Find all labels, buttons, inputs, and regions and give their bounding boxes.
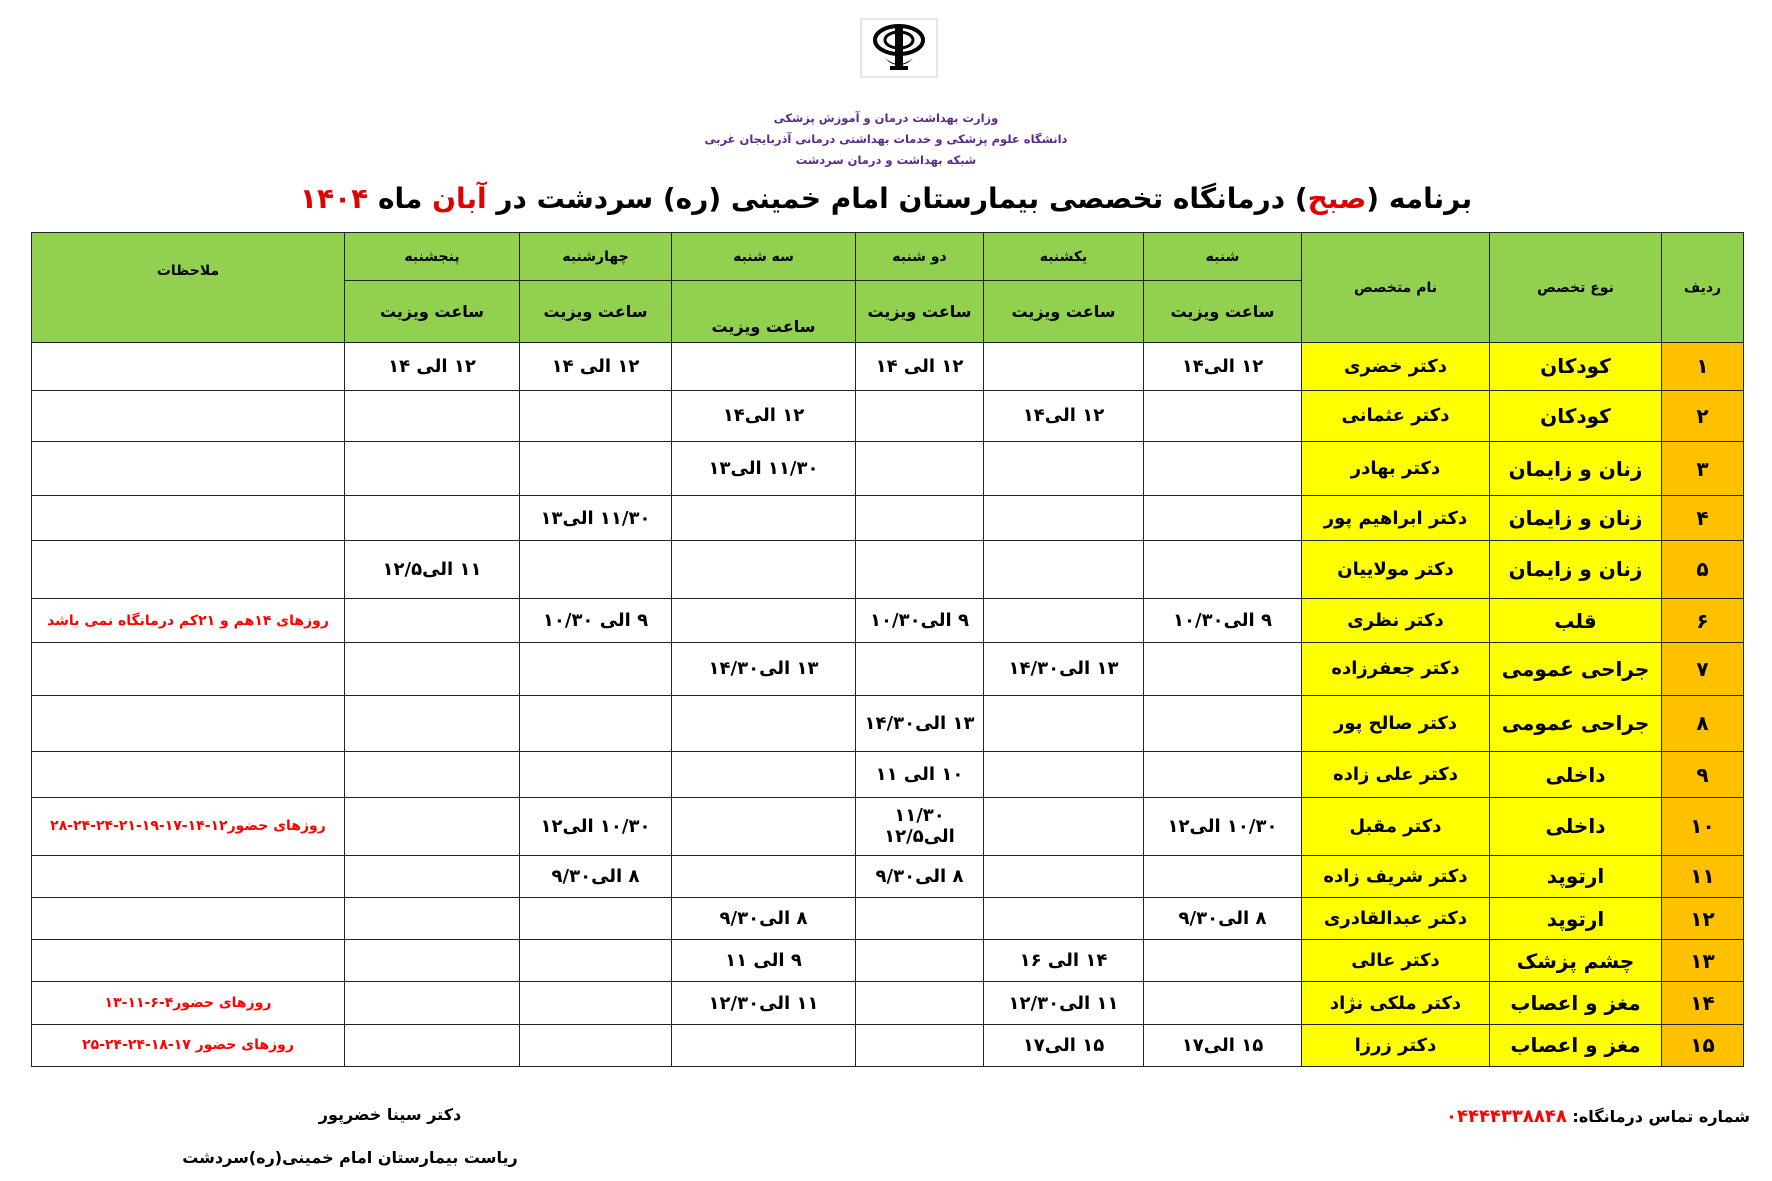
title-part-3: ماه	[368, 182, 433, 215]
specialty-cell: ارتوپد	[1490, 897, 1662, 939]
visit-time-sunday	[984, 897, 1144, 939]
table-row	[32, 643, 1744, 695]
doctor-name-cell: دکتر عبدالقادری	[1302, 897, 1490, 939]
visit-time-wednesday: ۸ الی۹/۳۰	[520, 855, 672, 897]
header-visit-time: ساعت ویزیت	[984, 281, 1144, 343]
table-row	[32, 343, 1744, 391]
table-row	[32, 897, 1744, 939]
visit-time-sunday	[984, 496, 1144, 540]
specialty-cell: داخلی	[1490, 797, 1662, 855]
visit-time-thursday	[345, 441, 520, 495]
header-visit-time: ساعت ویزیت	[1144, 281, 1302, 343]
title-month: آبان	[432, 182, 487, 215]
table-row	[32, 1024, 1744, 1066]
header-day-saturday: شنبه	[1144, 233, 1302, 281]
doctor-name-cell: دکتر علی زاده	[1302, 752, 1490, 798]
header-visit-time: ساعت ویزیت	[345, 281, 520, 343]
table-row	[32, 598, 1744, 642]
visit-time-saturday	[1144, 855, 1302, 897]
visit-time-monday	[856, 496, 984, 540]
visit-time-tuesday	[672, 752, 856, 798]
visit-time-thursday	[345, 1024, 520, 1066]
table-row	[32, 695, 1744, 752]
doctor-name-cell: دکتر مولاییان	[1302, 540, 1490, 598]
visit-time-saturday	[1144, 940, 1302, 982]
doctor-name-cell: دکتر شریف زاده	[1302, 855, 1490, 897]
title-shift-word: صبح	[1307, 182, 1367, 215]
notes-cell	[32, 343, 345, 391]
visit-time-saturday	[1144, 540, 1302, 598]
title-part-1: برنامه (	[1366, 182, 1473, 215]
visit-time-thursday	[345, 982, 520, 1024]
visit-time-tuesday	[672, 598, 856, 642]
visit-time-saturday: ۱۲ الی۱۴	[1144, 343, 1302, 391]
table-row	[32, 390, 1744, 441]
doctor-name-cell: دکتر زرزا	[1302, 1024, 1490, 1066]
phone-label: شماره تماس درمانگاه:	[1566, 1107, 1750, 1126]
header-day-wednesday: چهارشنبه	[520, 233, 672, 281]
header-day-sunday: یکشنبه	[984, 233, 1144, 281]
visit-time-saturday	[1144, 695, 1302, 752]
doctor-name-cell: دکتر جعفرزاده	[1302, 643, 1490, 695]
visit-time-monday	[856, 643, 984, 695]
doctor-name-cell: دکتر نظری	[1302, 598, 1490, 642]
header-visit-time: ساعت ویزیت	[672, 281, 856, 343]
visit-time-monday	[856, 390, 984, 441]
visit-time-sunday	[984, 752, 1144, 798]
visit-time-thursday	[345, 598, 520, 642]
header-doctor: نام متخصص	[1302, 233, 1490, 343]
visit-time-monday	[856, 1024, 984, 1066]
visit-time-tuesday	[672, 695, 856, 752]
specialty-cell: زنان و زایمان	[1490, 540, 1662, 598]
row-number: ۷	[1662, 643, 1744, 695]
specialty-cell: مغز و اعصاب	[1490, 982, 1662, 1024]
visit-time-saturday	[1144, 441, 1302, 495]
visit-time-wednesday: ۹ الی ۱۰/۳۰	[520, 598, 672, 642]
ministry-line-2: دانشگاه علوم پزشکی و خدمات بهداشتی درمانی آذربایجان غربی	[704, 132, 1068, 146]
row-number: ۸	[1662, 695, 1744, 752]
visit-time-monday: ۱۲ الی ۱۴	[856, 343, 984, 391]
visit-time-tuesday	[672, 1024, 856, 1066]
visit-time-wednesday	[520, 441, 672, 495]
doctor-name-cell: دکتر ملکی نژاد	[1302, 982, 1490, 1024]
visit-time-monday: ۱۰ الی ۱۱	[856, 752, 984, 798]
table-row	[32, 496, 1744, 540]
visit-time-sunday: ۱۳ الی۱۴/۳۰	[984, 643, 1144, 695]
phone-number: ۰۴۴۴۴۳۳۸۸۴۸	[1445, 1106, 1567, 1127]
visit-time-thursday	[345, 390, 520, 441]
visit-time-wednesday	[520, 695, 672, 752]
visit-time-monday: ۸ الی۹/۳۰	[856, 855, 984, 897]
visit-time-sunday: ۱۲ الی۱۴	[984, 390, 1144, 441]
visit-time-thursday: ۱۱ الی۱۲/۵	[345, 540, 520, 598]
visit-time-thursday	[345, 897, 520, 939]
row-number: ۴	[1662, 496, 1744, 540]
visit-time-thursday	[345, 496, 520, 540]
visit-time-tuesday: ۱۲ الی۱۴	[672, 390, 856, 441]
notes-cell	[32, 643, 345, 695]
visit-time-saturday: ۹ الی۱۰/۳۰	[1144, 598, 1302, 642]
visit-time-sunday	[984, 343, 1144, 391]
visit-time-tuesday: ۱۱/۳۰ الی۱۳	[672, 441, 856, 495]
notes-cell	[32, 441, 345, 495]
notes-cell	[32, 540, 345, 598]
row-number: ۱	[1662, 343, 1744, 391]
notes-cell	[32, 855, 345, 897]
header-visit-time: ساعت ویزیت	[856, 281, 984, 343]
visit-time-monday: ۱۱/۳۰ الی۱۲/۵	[856, 797, 984, 855]
visit-time-wednesday	[520, 1024, 672, 1066]
notes-cell: روزهای حضور۴-۶-۱۱-۱۳	[32, 982, 345, 1024]
visit-time-sunday: ۱۱ الی۱۲/۳۰	[984, 982, 1144, 1024]
table-row	[32, 441, 1744, 495]
visit-time-saturday	[1144, 643, 1302, 695]
visit-time-wednesday	[520, 390, 672, 441]
specialty-cell: ارتوپد	[1490, 855, 1662, 897]
visit-time-tuesday: ۸ الی۹/۳۰	[672, 897, 856, 939]
notes-cell	[32, 940, 345, 982]
notes-cell	[32, 752, 345, 798]
visit-time-sunday: ۱۵ الی۱۷	[984, 1024, 1144, 1066]
visit-time-sunday	[984, 797, 1144, 855]
signer-name: دکتر سینا خضرپور	[318, 1105, 462, 1124]
visit-time-monday: ۹ الی۱۰/۳۰	[856, 598, 984, 642]
visit-time-sunday: ۱۴ الی ۱۶	[984, 940, 1144, 982]
visit-time-wednesday	[520, 540, 672, 598]
visit-time-thursday	[345, 643, 520, 695]
specialty-cell: کودکان	[1490, 343, 1662, 391]
visit-time-wednesday	[520, 897, 672, 939]
doctor-name-cell: دکتر عالی	[1302, 940, 1490, 982]
notes-cell: روزهای حضور ۱۷-۱۸-۲۴-۲۴-۲۵	[32, 1024, 345, 1066]
title-part-2: ) درمانگاه تخصصی بیمارستان امام خمینی (ره) سردشت در	[486, 182, 1308, 215]
table-row	[32, 855, 1744, 897]
specialty-cell: زنان و زایمان	[1490, 441, 1662, 495]
visit-time-sunday	[984, 855, 1144, 897]
notes-cell: روزهای حضور۱۲-۱۴-۱۷-۱۹-۲۱-۲۴-۲۴-۲۸	[32, 797, 345, 855]
visit-time-monday	[856, 540, 984, 598]
doctor-name-cell: دکتر صالح پور	[1302, 695, 1490, 752]
visit-time-wednesday: ۱۰/۳۰ الی۱۲	[520, 797, 672, 855]
specialty-cell: جراحی عمومی	[1490, 643, 1662, 695]
visit-time-tuesday: ۱۱ الی۱۲/۳۰	[672, 982, 856, 1024]
visit-time-wednesday	[520, 643, 672, 695]
visit-time-tuesday	[672, 496, 856, 540]
clinic-phone	[1446, 1106, 1750, 1127]
notes-cell: روزهای ۱۴هم و ۲۱کم درمانگاه نمی باشد	[32, 598, 345, 642]
visit-time-sunday	[984, 441, 1144, 495]
row-number: ۹	[1662, 752, 1744, 798]
header-day-tuesday: سه شنبه	[672, 233, 856, 281]
visit-time-thursday	[345, 695, 520, 752]
specialty-cell: جراحی عمومی	[1490, 695, 1662, 752]
visit-time-saturday: ۱۰/۳۰ الی۱۲	[1144, 797, 1302, 855]
visit-time-tuesday	[672, 855, 856, 897]
table-row	[32, 540, 1744, 598]
visit-time-wednesday	[520, 982, 672, 1024]
notes-cell	[32, 496, 345, 540]
visit-time-thursday	[345, 797, 520, 855]
visit-time-tuesday	[672, 540, 856, 598]
row-number: ۵	[1662, 540, 1744, 598]
signer-title: ریاست بیمارستان امام خمینی(ره)سردشت	[182, 1148, 518, 1167]
header-notes: ملاحظات	[32, 233, 345, 343]
visit-time-tuesday: ۹ الی ۱۱	[672, 940, 856, 982]
header-day-thursday: پنجشنبه	[345, 233, 520, 281]
doctor-name-cell: دکتر عثمانی	[1302, 390, 1490, 441]
visit-time-monday	[856, 897, 984, 939]
visit-time-wednesday: ۱۲ الی ۱۴	[520, 343, 672, 391]
ministry-header	[0, 108, 1772, 171]
visit-time-sunday	[984, 695, 1144, 752]
row-number: ۱۴	[1662, 982, 1744, 1024]
header-specialty: نوع تخصص	[1490, 233, 1662, 343]
visit-time-monday: ۱۳ الی۱۴/۳۰	[856, 695, 984, 752]
header-visit-time: ساعت ویزیت	[520, 281, 672, 343]
specialty-cell: داخلی	[1490, 752, 1662, 798]
specialty-cell: چشم پزشک	[1490, 940, 1662, 982]
doctor-name-cell: دکتر مقبل	[1302, 797, 1490, 855]
specialty-cell: زنان و زایمان	[1490, 496, 1662, 540]
visit-time-tuesday	[672, 797, 856, 855]
notes-cell	[32, 695, 345, 752]
row-number: ۲	[1662, 390, 1744, 441]
visit-time-thursday: ۱۲ الی ۱۴	[345, 343, 520, 391]
title-year: ۱۴۰۴	[299, 182, 369, 215]
visit-time-monday	[856, 940, 984, 982]
row-number: ۱۱	[1662, 855, 1744, 897]
ministry-of-health-emblem-icon	[860, 18, 938, 78]
doctor-name-cell: دکتر خضری	[1302, 343, 1490, 391]
row-number: ۱۲	[1662, 897, 1744, 939]
visit-time-thursday	[345, 855, 520, 897]
header-row-no: ردیف	[1662, 233, 1744, 343]
notes-cell	[32, 390, 345, 441]
visit-time-thursday	[345, 752, 520, 798]
table-row	[32, 797, 1744, 855]
schedule-table	[31, 232, 1744, 1067]
doctor-name-cell: دکتر ابراهیم پور	[1302, 496, 1490, 540]
specialty-cell: کودکان	[1490, 390, 1662, 441]
row-number: ۳	[1662, 441, 1744, 495]
visit-time-saturday	[1144, 982, 1302, 1024]
ministry-line-3: شبکه بهداشت و درمان سردشت	[795, 153, 977, 167]
row-number: ۱۵	[1662, 1024, 1744, 1066]
visit-time-monday	[856, 982, 984, 1024]
schedule-body	[32, 343, 1744, 1067]
visit-time-wednesday	[520, 940, 672, 982]
row-number: ۱۰	[1662, 797, 1744, 855]
table-row	[32, 940, 1744, 982]
visit-time-thursday	[345, 940, 520, 982]
visit-time-sunday	[984, 540, 1144, 598]
visit-time-saturday	[1144, 390, 1302, 441]
page-title	[0, 182, 1772, 215]
visit-time-wednesday	[520, 752, 672, 798]
visit-time-monday	[856, 441, 984, 495]
visit-time-wednesday: ۱۱/۳۰ الی۱۳	[520, 496, 672, 540]
table-row	[32, 982, 1744, 1024]
visit-time-sunday	[984, 598, 1144, 642]
ministry-line-1: وزارت بهداشت درمان و آموزش پزشکی	[773, 111, 999, 125]
specialty-cell: قلب	[1490, 598, 1662, 642]
row-number: ۶	[1662, 598, 1744, 642]
visit-time-tuesday	[672, 343, 856, 391]
doctor-name-cell: دکتر بهادر	[1302, 441, 1490, 495]
header-day-monday: دو شنبه	[856, 233, 984, 281]
table-row	[32, 752, 1744, 798]
visit-time-tuesday: ۱۳ الی۱۴/۳۰	[672, 643, 856, 695]
visit-time-saturday	[1144, 496, 1302, 540]
visit-time-saturday: ۱۵ الی۱۷	[1144, 1024, 1302, 1066]
row-number: ۱۳	[1662, 940, 1744, 982]
visit-time-saturday	[1144, 752, 1302, 798]
notes-cell	[32, 897, 345, 939]
visit-time-saturday: ۸ الی۹/۳۰	[1144, 897, 1302, 939]
specialty-cell: مغز و اعصاب	[1490, 1024, 1662, 1066]
